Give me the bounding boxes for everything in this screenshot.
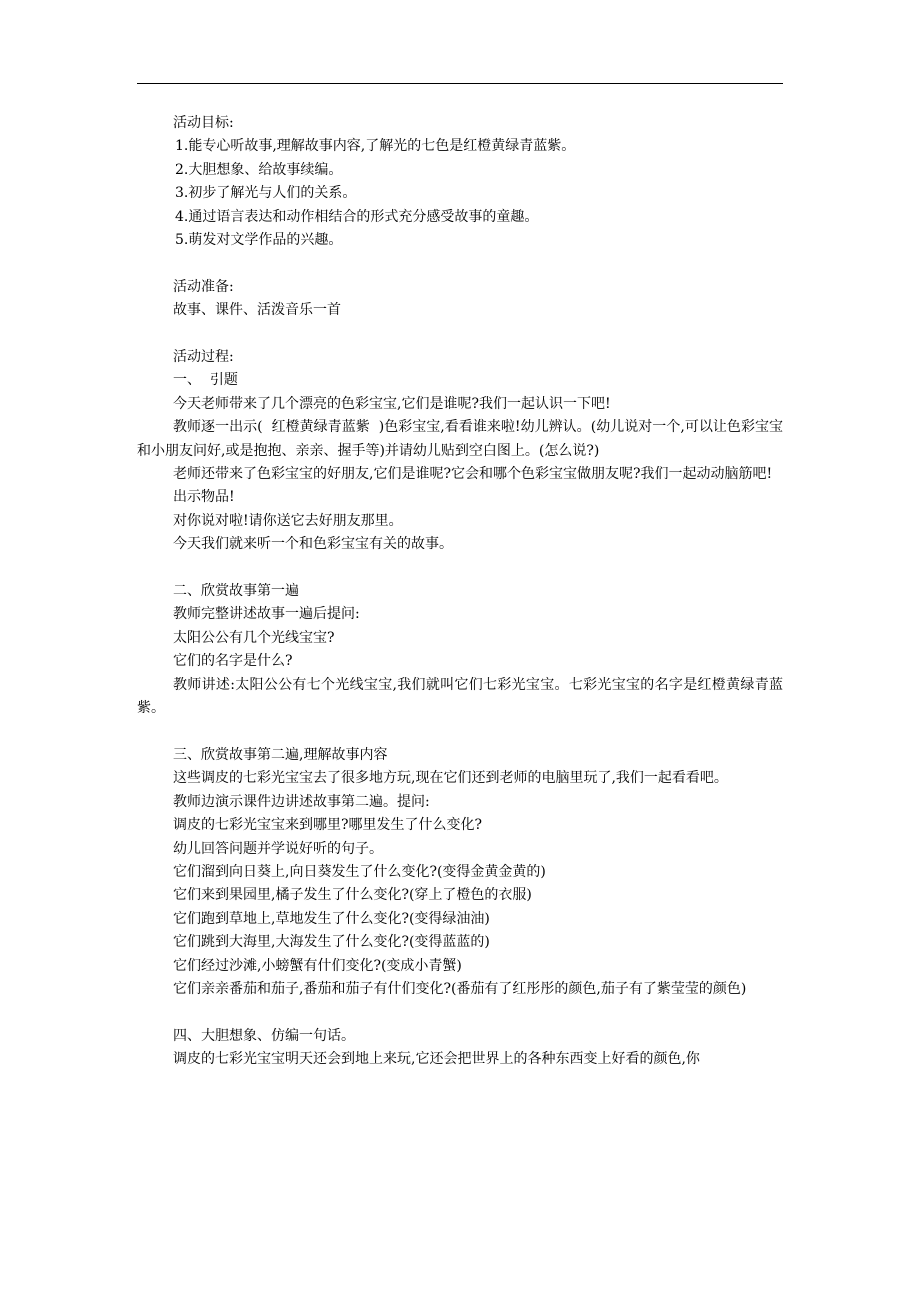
paragraph: 它们的名字是什么? — [173, 653, 293, 670]
section-title: 二、欣赏故事第一遍 — [173, 583, 299, 600]
process-heading: 活动过程: — [173, 349, 234, 366]
preparation-heading: 活动准备: — [173, 278, 234, 295]
objective-item: 1.能专心听故事,理解故事内容,了解光的七色是红橙黄绿青蓝紫。 — [175, 138, 576, 155]
spacer — [137, 323, 783, 346]
objective-item: 4.通过语言表达和动作相结合的形式充分感受故事的童趣。 — [175, 208, 539, 225]
paragraph: 它们来到果园里,橘子发生了什么变化?(穿上了橙色的衣服) — [173, 887, 532, 904]
paragraph: 太阳公公有几个光线宝宝? — [173, 629, 335, 646]
paragraph: 教师讲述:太阳公公有七个光线宝宝,我们就叫它们七彩光宝宝。七彩光宝宝的名字是红橙黄绿青蓝紫。 — [137, 676, 783, 717]
section-title: 四、大胆想象、仿编一句话。 — [173, 1027, 355, 1044]
paragraph: 幼儿回答问题并学说好听的句子。 — [173, 840, 383, 857]
objective-item: 3.初步了解光与人们的关系。 — [175, 185, 357, 202]
paragraph: 它们跑到草地上,草地发生了什么变化?(变得绿油油) — [173, 910, 490, 927]
objective-item: 2.大胆想象、给故事续编。 — [175, 161, 343, 178]
spacer — [137, 721, 783, 744]
paragraph: 对你说对啦!请你送它去好朋友那里。 — [173, 512, 403, 529]
paragraph: 它们跳到大海里,大海发生了什么变化?(变得蓝蓝的) — [173, 934, 490, 951]
objectives-heading: 活动目标: — [173, 115, 234, 131]
spacer — [137, 252, 783, 275]
paragraph: 教师边演示课件边讲述故事第二遍。提问: — [173, 793, 430, 810]
spacer — [137, 1001, 783, 1024]
paragraph: 它们溜到向日葵上,向日葵发生了什么变化?(变得金黄金黄的) — [173, 863, 546, 880]
paragraph: 调皮的七彩光宝宝来到哪里?哪里发生了什么变化? — [173, 817, 483, 834]
paragraph: 调皮的七彩光宝宝明天还会到地上来玩,它还会把世界上的各种东西变上好看的颜色,你 — [173, 1051, 700, 1068]
paragraph: 今天我们就来听一个和色彩宝宝有关的故事。 — [173, 536, 453, 553]
paragraph: 这些调皮的七彩光宝宝去了很多地方玩,现在它们还到老师的电脑里玩了,我们一起看看吧。 — [173, 770, 728, 787]
objective-item: 5.萌发对文学作品的兴趣。 — [175, 232, 343, 249]
spacer — [137, 557, 783, 580]
header-rule — [137, 83, 783, 84]
paragraph: 它们亲亲番茄和茄子,番茄和茄子有什们变化?(番茄有了红彤彤的颜色,茄子有了紫莹莹的颜色) — [173, 980, 747, 997]
paragraph: 它们经过沙滩,小螃蟹有什们变化?(变成小青蟹) — [173, 957, 462, 974]
document-body — [137, 112, 783, 1072]
paragraph: 老师还带来了色彩宝宝的好朋友,它们是谁呢?它会和哪个色彩宝宝做朋友呢?我们一起动动脑筋吧! — [173, 466, 773, 483]
paragraph: 今天老师带来了几个漂亮的色彩宝宝,它们是谁呢?我们一起认识一下吧! — [173, 395, 611, 412]
preparation-text: 故事、课件、活泼音乐一首 — [173, 302, 341, 319]
paragraph: 教师逐一出示( 红橙黄绿青蓝紫 )色彩宝宝,看看谁来啦!幼儿辨认。(幼儿说对一个,可以让色彩宝宝和小朋友问好,或是抱抱、亲亲、握手等)并请幼儿贴到空白图上。(怎么说?) — [137, 419, 783, 459]
paragraph: 出示物品! — [173, 489, 235, 506]
section-title: 三、欣赏故事第二遍,理解故事内容 — [173, 746, 388, 763]
paragraph: 教师完整讲述故事一遍后提问: — [173, 606, 360, 623]
section-title: 一、 引题 — [173, 372, 238, 389]
